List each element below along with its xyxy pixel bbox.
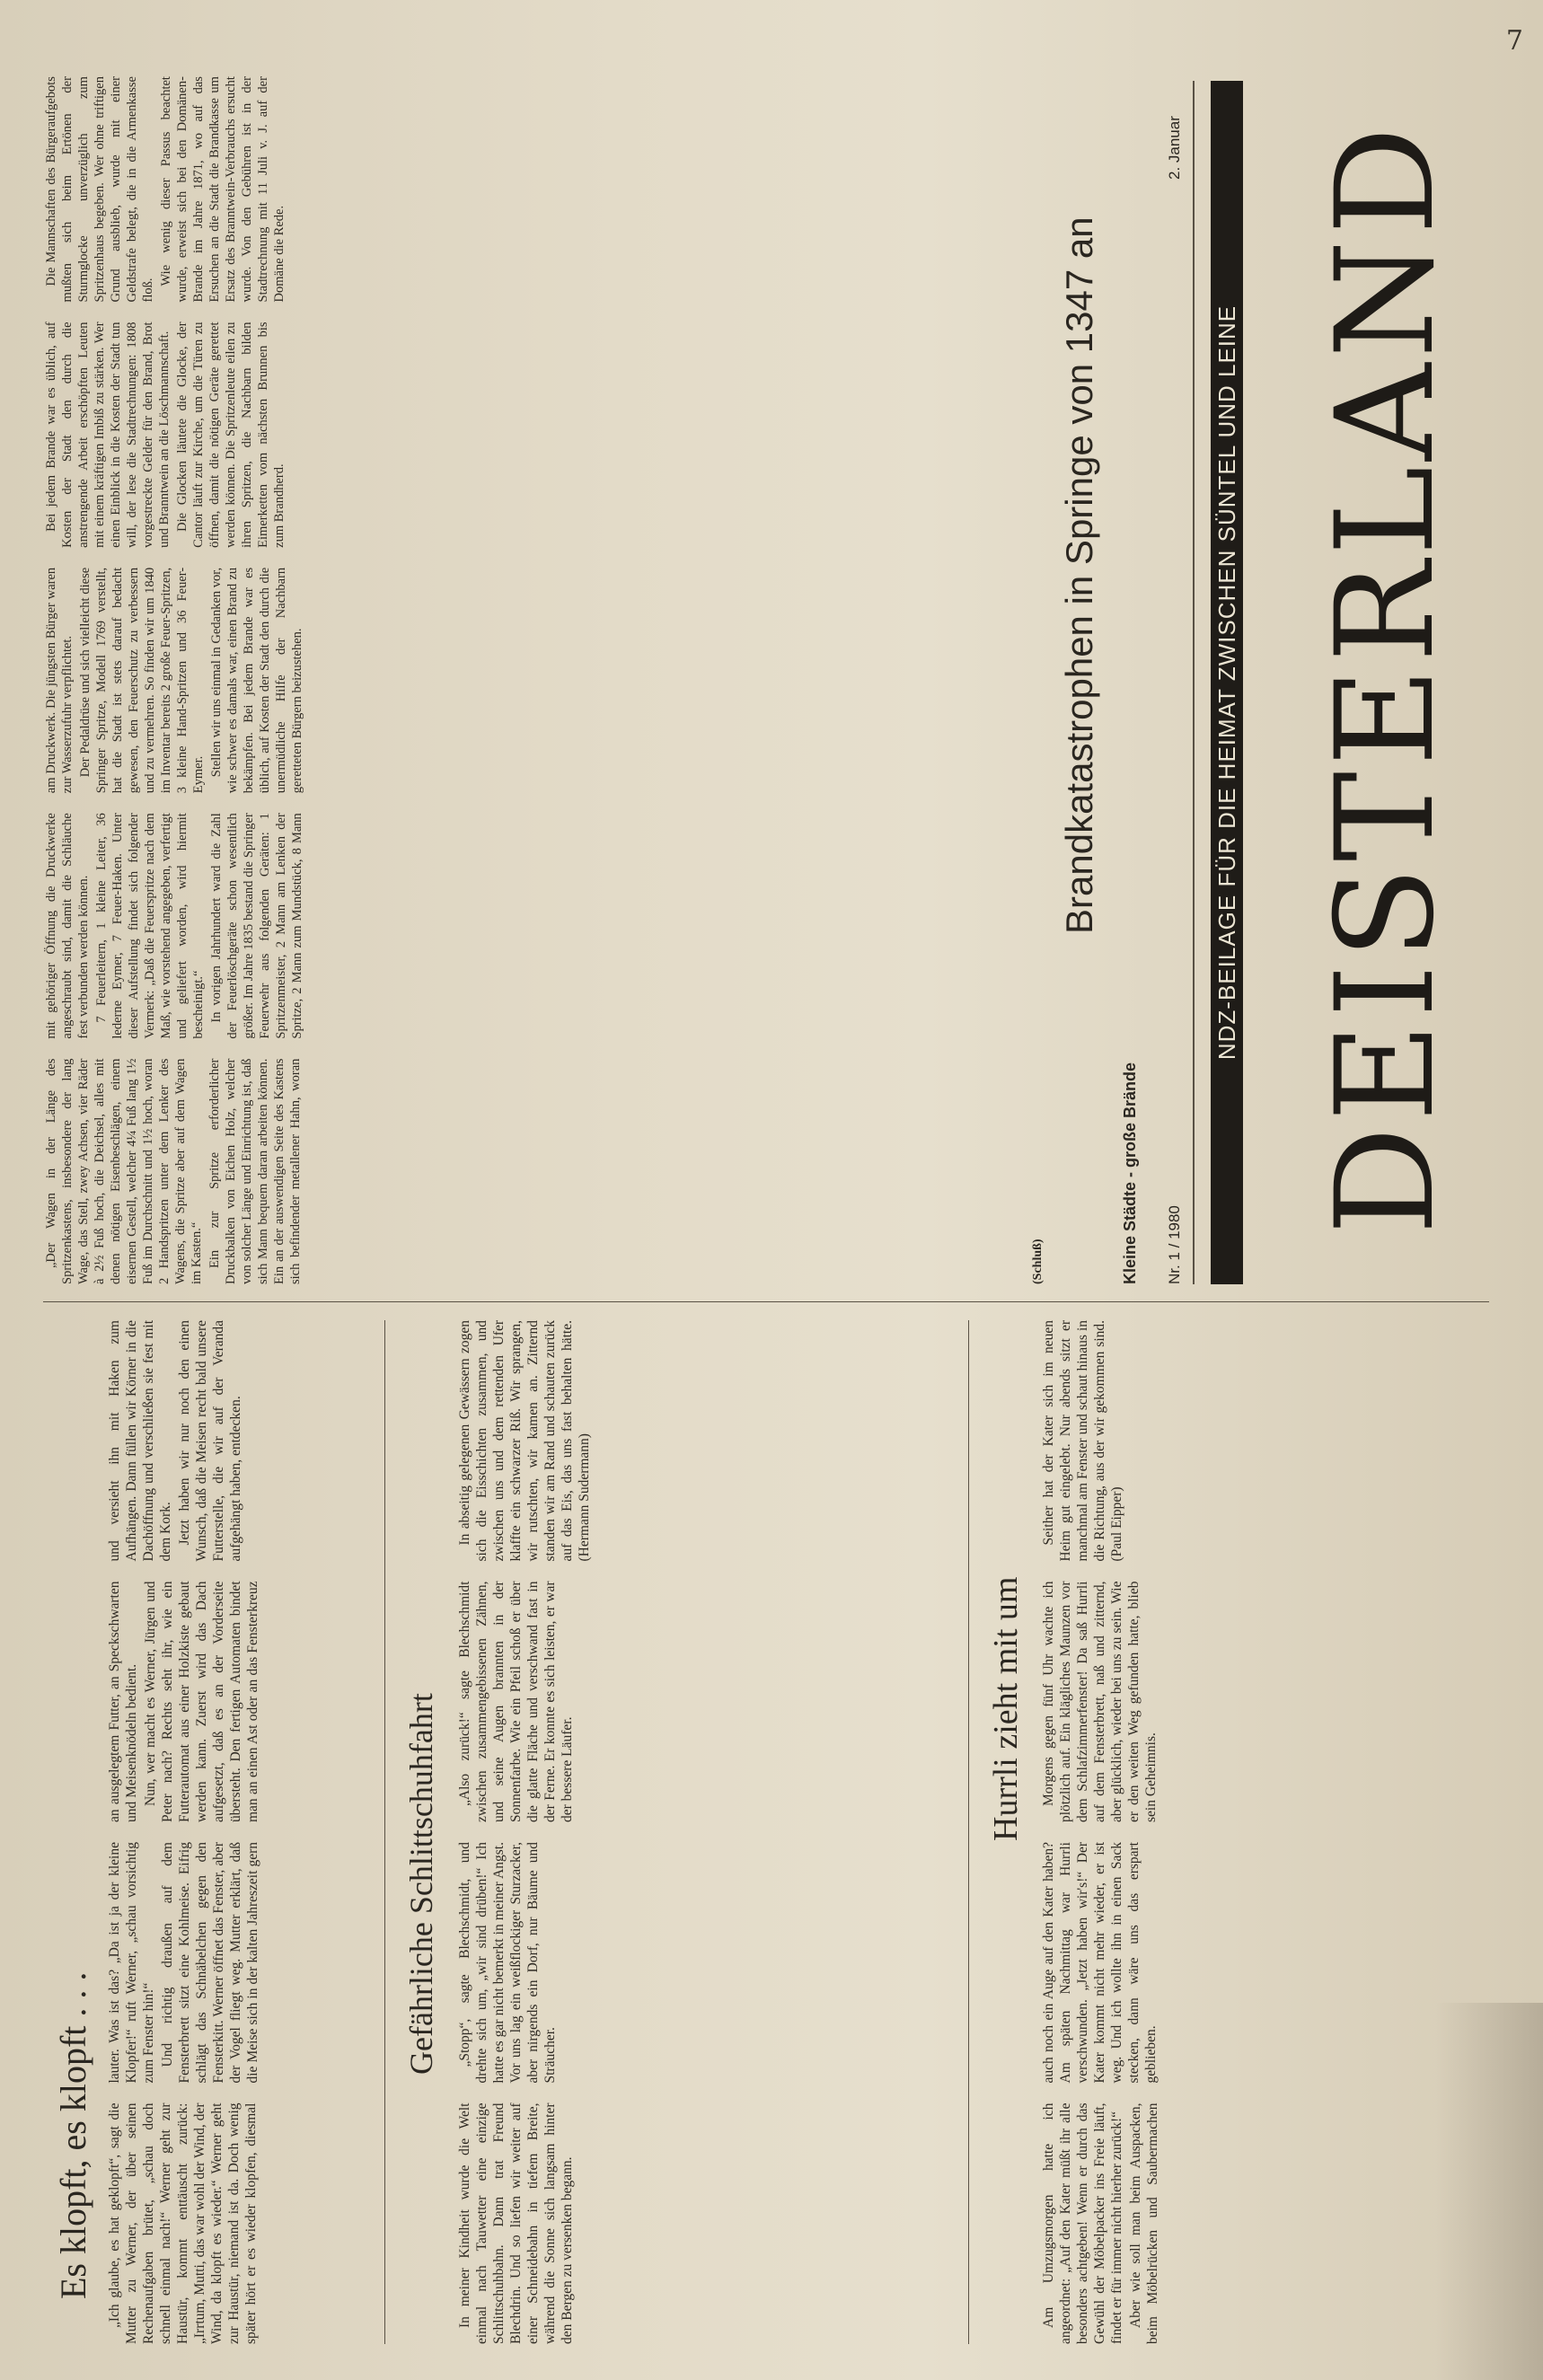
brand-kicker: Kleine Städte - große Brände <box>1121 1062 1139 1284</box>
schlittschuh-para: „Also zurück!“ sagte Blechschmidt zwischen zusammengebissenen Zähnen, und seine Augen brannten in der Sonnenfarbe. Wie ein Pfeil schoß er über die glatte Fläche und verschwand fast in der Ferne. Er konnte es sich leisten, er war der bessere Läufer. <box>457 1581 575 1822</box>
page-number: 7 <box>1505 25 1523 57</box>
klopft-para: Und richtig draußen auf dem Fensterbrett sitzt eine Kohlmeise. Eifrig schlägt das Schnäbelchen gegen den Fensterkitt. Werner öffnet das Fenster, aber der Vogel fliegt weg. Mutter erklärt, daß die Meise sich in der kalten Jahreszeit gern an ausgelegtem Futter, an Speckschwarten und Meisenknödeln bedient. <box>107 1581 260 2084</box>
brand-para: Bei jedem Brande war es üblich, auf Kosten der Stadt den durch die anstrengende Arbeit erschöpften Leuten mit einem kräftigen Imbiß zu stärken. Wer einen Einblick in die Kosten der Stadt tun will, der lese die Stadtrechnungen: 1808 vorgestreckte Gelder für den Brand, Brot und Branntwein an die Löschmannschaft. <box>44 322 172 548</box>
hurrli-para: Aber wie soll man beim Auspacken, beim Möbelrücken und Saubermachen auch noch ein Auge auf den Kater haben? Am späten Nachmittag war Hurrli verschwunden. „Jetzt haben wir's!“ Der Kater kommt nicht mehr wieder, er ist weg. Und ich wollte ihn in einen Sack stecken, dann wäre uns das erspart geblieben. <box>1041 1842 1160 2344</box>
section-rule <box>968 1320 969 2344</box>
klopft-para: Nun, wer macht es Werner, Jürgen und Peter nach? Rechts seht ihr, wie ein Futterautomat aus einer Holzkiste gebaut werden kann. Zuerst wird das Dach aufgesetzt, daß es an der Vorderseite übersteht. Den fertigen Automaten bindet man an einen Ast oder an das Fensterkreuz und versieht ihn mit Haken zum Aufhängen. Dann füllen wir Körner in die Dachöffnung und verschließen sie fest mit dem Kork. <box>107 1320 260 1822</box>
brand-para: 7 Feuerleitern, 1 kleine Leiter, 36 lederne Eymer, 7 Feuer-Haken. Unter dieser Aufstellung findet sich folgender Vermerk: „Daß die Feuerspritze nach dem Maß, wie vorstehend angegeben, verfertigt und geliefert worden, wird hiermit bescheinigt.“ <box>94 813 206 1039</box>
issue-number: Nr. 1 / 1980 <box>1166 1205 1183 1284</box>
rotated-content <box>25 27 1516 2353</box>
brand-para: „Der Wagen in der Länge des Spritzenkastens, insbesondere der lang Wage, das Stell, zwey Achsen, vier Räder à 2½ Fuß hoch, die Deichsel, alles mit denen nötigen Eisenbeschlägen, einem eisernen Gestell, welcher 4¼ Fuß lang 1½ Fuß im Durchschnitt und 1½ hoch, woran 2 Handspritzen unter dem Lenker des Wagens, die Spritze aber auf dem Wagen im Kasten.“ <box>44 1058 204 1284</box>
brand-para: Wie wenig dieser Passus beachtet wurde, erweist sich bei den Domänen-Brande im Jahre 1871, wo auf das Ersuchen an die Stadt die Brandkasse um Ersatz des Branntwein-Verbrauchs ersucht wurde. Von den Gebühren ist in der Stadtrechnung mit 11 Juli v. J. auf der Domäne die Rede. <box>159 76 287 303</box>
brand-para: Die Mannschaften des Bürgeraufgebots mußten sich beim Ertönen der Sturmglocke unverzüglich zum Spritzenhaus begeben. Wer ohne triftigen Grund ausblieb, wurde mit einer Geldstrafe belegt, die in die Armenkasse floß. <box>44 76 155 303</box>
schlittschuh-para: In abseitig gelegenen Gewässern zogen sich die Eisschichten zusammen, und zwischen uns und dem rettenden Ufer klaffte ein schwarzer Riß. Wir sprangen, wir rutschten, wir kamen an. Zitternd standen wir am Rand und schauten zurück auf das Eis, das uns fast behalten hätte. (Hermann Sudermann) <box>457 1320 592 1562</box>
date-label: 2. Januar <box>1166 116 1183 180</box>
brand-para: Die Glocken läutete die Glocke, der Cantor läuft zur Kirche, um die Türen zu öffnen, damit die nötigen Geräte gerettet werden können. Die Spritzenleute eilen zu ihren Spritzen, die Nachbarn bilden Eimerketten vom nächsten Brunnen bis zum Brandherd. <box>175 322 287 548</box>
schlittschuh-para: In meiner Kindheit wurde die Welt einmal nach Tauwetter eine einzige Schlittschuhbahn. Dann trat Freund Blechdrin. Und so liefen wir weiter auf einer Schneidebahn in tiefem Breite, während die Sonne sich langsam hinter den Bergen zu versenken begann. <box>457 2102 575 2344</box>
hurrli-para: Seither hat der Kater sich im neuen Heim gut eingelebt. Nur abends sitzt er manchmal am Fenster und schaut hinaus in die Richtung, aus der wir gekommen sind. (Paul Eipper) <box>1041 1320 1124 1562</box>
hurrli-para: Morgens gegen fünf Uhr wachte ich plötzlich auf. Ein klägliches Maunzen vor dem Schlafzimmerfenster! Da saß Hurrli auf dem Fensterbrett, naß und zitternd, aber glücklich, wieder bei uns zu sein. Wie er den weiten Weg gefunden hatte, blieb sein Geheimnis. <box>1041 1581 1159 1822</box>
masthead-subtitle: NDZ-BEILAGE FÜR DIE HEIMAT ZWISCHEN SÜNTEL UND LEINE <box>1213 304 1240 1061</box>
klopft-para: Jetzt haben wir nur noch den einen Wunsch, daß die Meisen recht bald unsere Futterstelle, die wir auf der Veranda aufgehängt haben, entdecken. <box>177 1320 243 1562</box>
brand-note: (Schluß) <box>1031 1238 1045 1284</box>
headline-hurrli: Hurrli zieht mit um <box>987 1576 1025 1841</box>
masthead-rule <box>1193 81 1195 1284</box>
section-rule <box>384 1320 385 2344</box>
article-schlittschuh-body <box>456 1320 959 2344</box>
article-hurrli-body <box>1040 1320 1489 2344</box>
brand-para: Der Pedaldrüse und sich vielleicht diese Springer Spritze, Modell 1769 verstellt, hat die Stadt ist stets darauf bedacht gewesen, den Feuerschutz zu verbessern und zu vermehren. So finden wir um 1840 im Inventar bereits 2 große Feuer-Spritzen, 3 kleine Hand-Spritzen und 36 Feuer-Eymer. <box>78 567 206 794</box>
article-brand-body <box>43 76 1022 1284</box>
masthead-subtitle-bar <box>1211 81 1243 1284</box>
brand-para: In vorigen Jahrhundert ward die Zahl der Feuerlöschgeräte schon wesentlich größer. Im Jahre 1835 bestand die Springer Feuerwehr aus folgenden Geräten: 1 Spritzenmeister, 2 Mann am Lenken der Spritze, 2 Mann zum Mundstück, 8 Mann am Druckwerk. Die jüngsten Bürger waren zur Wasserzufuhr verpflichtet. <box>44 567 304 1039</box>
section-divider <box>43 1301 1489 1302</box>
headline-klopft: Es klopft, es klopft . . . <box>53 1971 93 2299</box>
schlittschuh-para: „Stopp“, sagte Blechschmidt, und drehte sich um, „wir sind drüben!“ Ich hatte es gar nicht bemerkt in meiner Angst. Vor uns lag ein weißflockiger Sturzacker, aber nirgends ein Dorf, nur Bäume und Sträucher. <box>457 1842 558 2084</box>
headline-brand: Brandkatastrophen in Springe von 1347 an <box>1058 216 1100 934</box>
article-klopft-body <box>106 1320 375 2344</box>
headline-schlittschuh: Gefährliche Schlittschuhfahrt <box>403 1693 439 2075</box>
brand-para: Stellen wir uns einmal in Gedanken vor, wie schwer es damals war, einen Brand zu bekämpfen. Bei jedem Brande war es üblich, auf Kosten der Stadt den durch die unermüdliche Hilfe der Nachbarn geretteten Bürgern beizustehen. <box>209 567 304 794</box>
hurrli-para: Am Umzugsmorgen hatte ich angeordnet: „Auf den Kater müßt ihr alle besonders achtgeben! Wenn er durch das Gewühl der Möbelpacker ins Freie läuft, findet er für immer nicht hierher zurück!“ <box>1041 2102 1124 2344</box>
klopft-para: „Ich glaube, es hat geklopft“, sagt die Mutter zu Werner, der über seinen Rechenaufgaben brütet, „schau doch schnell einmal nach!“ Werner geht zur Haustür, kommt enttäuscht zurück: „Irrtum, Mutti, das war wohl der Wind, der Wind, da klopft es wieder.“ Werner geht zur Haustür, niemand ist da. Doch wenig später hört er es wieder klopfen, diesmal lauter. Was ist das? „Da ist ja der kleine Klopfer!“ ruft Werner, „schau vorsichtig zum Fenster hin!“ <box>107 1842 259 2344</box>
masthead-title: DEISTERLAND <box>1308 121 1464 1235</box>
brand-para: Ein zur Spritze erforderlicher Druckbalken von Eichen Holz, welcher von solcher Länge und Einrichtung ist, daß sich Mann bequem daran arbeiten können. Ein an der auswendigen Seite des Kastens sich befindender metallener Hahn, woran mit gehöriger Öffnung die Druckwerke angeschraubt sind, damit die Schläuche fest verbunden werden können. <box>44 813 303 1284</box>
